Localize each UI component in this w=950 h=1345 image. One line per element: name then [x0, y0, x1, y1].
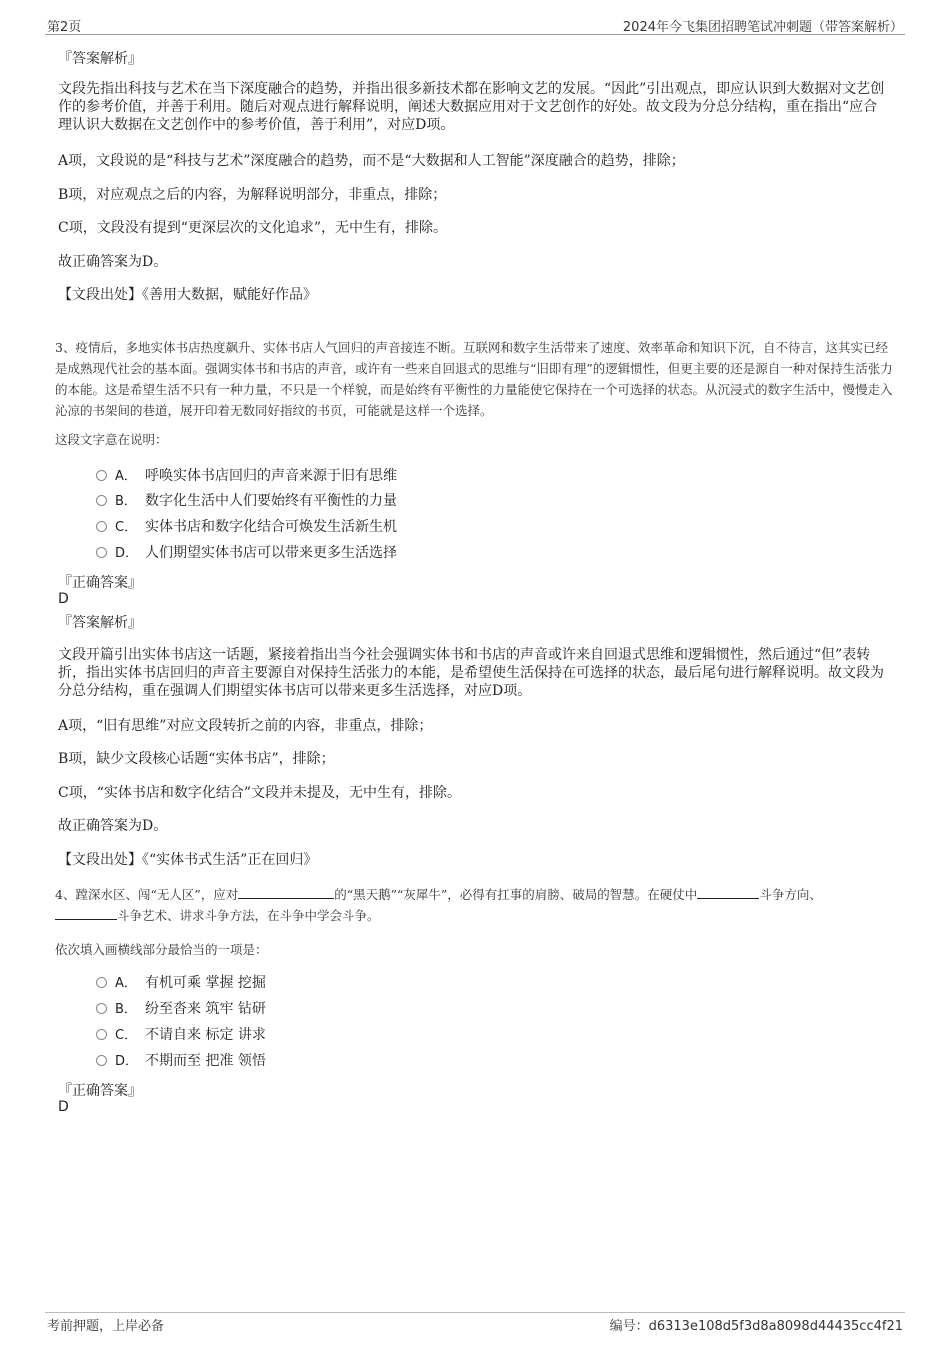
option-key: D．	[115, 1054, 139, 1069]
q3-source: 【文段出处】《“实体书式生活”正在回归》	[58, 852, 318, 868]
option-key: A．	[115, 469, 137, 484]
option-text: 实体书店和数字化结合可焕发生活新生机	[145, 519, 397, 535]
option-key: B．	[115, 494, 137, 509]
radio-icon[interactable]	[96, 1003, 107, 1014]
q2-analysis-label: 『答案解析』	[58, 51, 142, 67]
option-text: 不期而至 把准 领悟	[145, 1053, 266, 1069]
q3-analysis: 文段开篇引出实体书店这一话题，紧接着指出当今社会强调实体书和书店的声音或许来自回退式思维和逻辑惯性，然后通过“但”表转折，指出实体书店回归的声音主要源自对保持生活张力的本能，是希望使生活保持在可选择的状态，最后尾句进行解释说明。故文段为分总分结构，重在强调人们期望实体书店可以带来更多生活选择，对应D项。	[58, 647, 884, 699]
page-header	[45, 14, 905, 35]
option-text: 有机可乘 掌握 挖掘	[145, 975, 266, 991]
radio-icon[interactable]	[96, 1029, 107, 1040]
option-text: 人们期望实体书店可以带来更多生活选择	[145, 545, 397, 561]
page-footer	[45, 1312, 905, 1337]
q3-stem: 3、疫情后，多地实体书店热度飙升、实体书店人气回归的声音接连不断。互联网和数字生活带来了速度、效率革命和知识下沉，自不待言，这其实已经是成熟现代社会的基本面。强调实体书和书店的声音，或许有一些来自回退式的思维与“旧即有理”的逻辑惯性，但更主要的还是源自一种对保持生活张力的本能。这是希望生活不只有一种力量，不只是一个样貌，而是始终有平衡性的力量能使它保持在一个可选择的状态。从沉浸式的数字生活中，慢慢走入沁凉的书架间的巷道，展开印着无数同好指纹的书页，可能就是这样一个选择。	[55, 340, 893, 418]
q3-option-d[interactable]	[96, 543, 397, 563]
q3-option-a-note: A项，“旧有思维”对应文段转折之前的内容，非重点，排除；	[58, 718, 433, 734]
option-key: A．	[115, 976, 137, 991]
q2-option-c-note: C项，文段没有提到“更深层次的文化追求”，无中生有，排除。	[58, 220, 448, 236]
q3-answer-label: 『正确答案』	[58, 575, 142, 591]
blank-2	[697, 886, 759, 899]
radio-icon[interactable]	[96, 521, 107, 532]
q4-stem: 4、蹚深水区、闯“无人区”，应对 的“黑天鹅”“灰犀牛”，必得有扛事的肩膀、破局的智慧。在硬仗中 斗争方向、 斗争艺术、讲求斗争方法，在斗争中学会斗争。	[55, 887, 822, 923]
radio-icon[interactable]	[96, 977, 107, 988]
q4-answer: D	[58, 1099, 69, 1115]
q2-option-a-note: A项，文段说的是“科技与艺术”深度融合的趋势，而不是“大数据和人工智能”深度融合的趋势，排除；	[58, 153, 685, 169]
radio-icon[interactable]	[96, 1055, 107, 1066]
radio-icon[interactable]	[96, 547, 107, 558]
q3-option-c[interactable]	[96, 517, 397, 537]
blank-3	[55, 907, 117, 920]
q3-answer: D	[58, 591, 69, 607]
footer-code: 编号：d6313e108d5f3d8a8098d44435cc4f21	[609, 1319, 903, 1334]
q2-conclusion: 故正确答案为D。	[58, 254, 168, 270]
q3-option-b-note: B项，缺少文段核心话题“实体书店”，排除；	[58, 751, 335, 767]
q2-option-b-note: B项，对应观点之后的内容，为解释说明部分，非重点，排除；	[58, 187, 447, 203]
q4-option-d[interactable]	[96, 1051, 266, 1071]
option-key: C．	[115, 520, 138, 535]
radio-icon[interactable]	[96, 495, 107, 506]
q3-option-c-note: C项，“实体书店和数字化结合”文段并未提及，无中生有，排除。	[58, 785, 462, 801]
q3-option-a[interactable]	[96, 466, 397, 486]
q4-answer-label: 『正确答案』	[58, 1083, 142, 1099]
option-key: B．	[115, 1002, 137, 1017]
q3-option-b[interactable]	[96, 491, 397, 511]
option-key: C．	[115, 1028, 138, 1043]
q2-analysis: 文段先指出科技与艺术在当下深度融合的趋势，并指出很多新技术都在影响文艺的发展。“因此”引出观点，即应认识到大数据对文艺创作的参考价值，并善于利用。随后对观点进行解释说明，阐述大数据应用对于文艺创作的好处。故文段为分总分结构，重在指出“应合理认识大数据在文艺创作中的参考价值，善于利用”，对应D项。	[58, 81, 885, 133]
option-text: 呼唤实体书店回归的声音来源于旧有思维	[145, 468, 397, 484]
page-number: 第2页	[47, 20, 82, 35]
option-text: 不请自来 标定 讲求	[145, 1027, 266, 1043]
blank-1	[238, 886, 334, 899]
q3-prompt: 这段文字意在说明：	[55, 432, 168, 447]
q3-conclusion: 故正确答案为D。	[58, 818, 168, 834]
q4-prompt: 依次填入画横线部分最恰当的一项是：	[55, 942, 268, 957]
radio-icon[interactable]	[96, 470, 107, 481]
option-key: D．	[115, 546, 139, 561]
q4-option-a[interactable]	[96, 973, 266, 993]
q2-source: 【文段出处】《善用大数据，赋能好作品》	[58, 287, 317, 303]
document-title: 2024年今飞集团招聘笔试冲刺题（带答案解析）	[622, 20, 903, 35]
option-text: 纷至沓来 筑牢 钻研	[145, 1001, 266, 1017]
q3-analysis-label: 『答案解析』	[58, 615, 142, 631]
option-text: 数字化生活中人们要始终有平衡性的力量	[145, 493, 397, 509]
q4-option-c[interactable]	[96, 1025, 266, 1045]
q4-option-b[interactable]	[96, 999, 266, 1019]
footer-slogan: 考前押题，上岸必备	[47, 1319, 165, 1334]
